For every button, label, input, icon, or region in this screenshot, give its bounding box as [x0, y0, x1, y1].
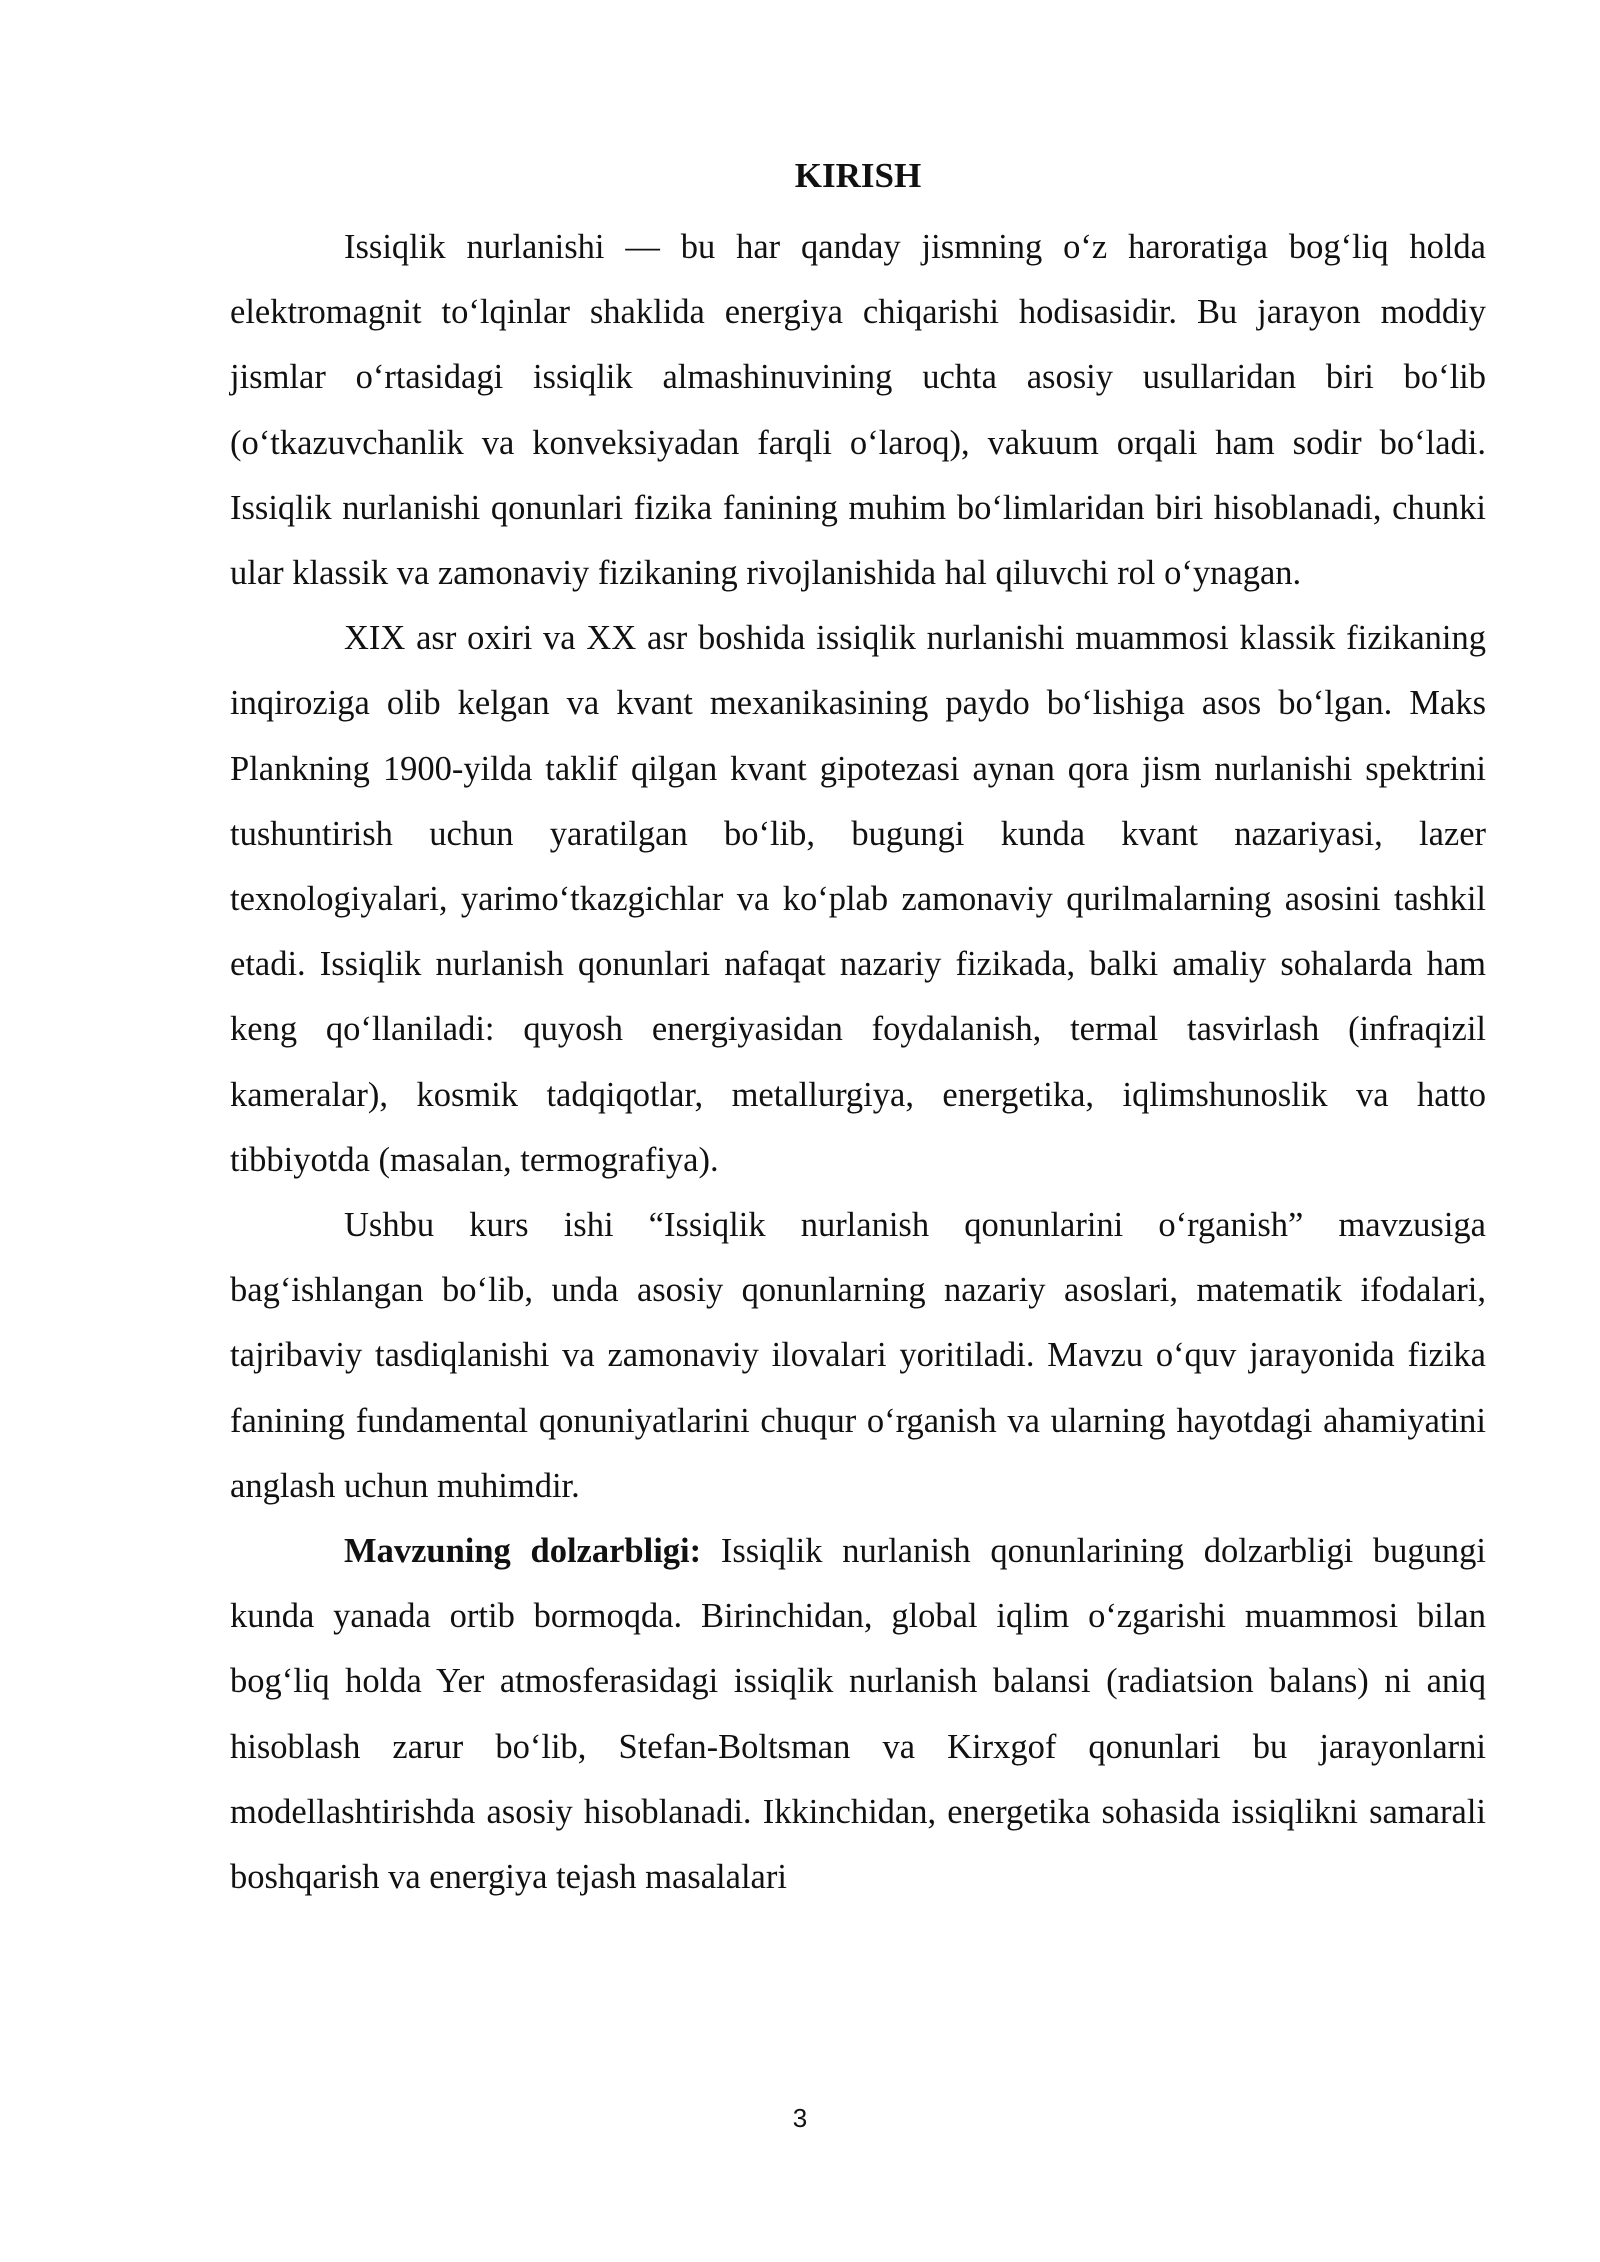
paragraph-history: [230, 606, 1486, 1193]
paragraph-text: XIX asr oxiri va XX asr boshida issiqlik nurlanishi muammosi klassik fizikaning inqiroziga olib kelgan va kvant mexanikasining paydo bo‘lishiga asos bo‘lgan. Maks Plankning 1900-yilda taklif qilgan kvant gipotezasi aynan qora jism nurlanishi spektrini tushuntirish uchun yaratilgan bo‘lib, bugungi kunda kvant nazariyasi, lazer texnologiyalari, yarimo‘tkazgichlar va ko‘plab zamonaviy qurilmalarning asosini tashkil etadi. Issiqlik nurlanish qonunlari nafaqat nazariy fizikada, balki amaliy sohalarda ham keng qo‘llaniladi: quyosh energiyasidan foydalanish, termal tasvirlash (infraqizil kameralar), kosmik tadqiqotlar, metallurgiya, energetika, iqlimshunoslik va hatto tibbiyotda (masalan, termografiya).: [230, 619, 1486, 1179]
page-number: 3: [792, 2103, 808, 2133]
paragraph-text: Ushbu kurs ishi “Issiqlik nurlanish qonunlarini o‘rganish” mavzusiga bag‘ishlangan bo‘lib, unda asosiy qonunlarning nazariy asoslari, matematik ifodalari, tajribaviy tasdiqlanishi va zamonaviy ilovalari yoritiladi. Mavzu o‘quv jarayonida fizika fanining fundamental qonuniyatlarini chuqur o‘rganish va ularning hayotdagi ahamiyatini anglash uchun muhimdir.: [230, 1206, 1486, 1505]
paragraph-relevance: [230, 1519, 1486, 1910]
relevance-lead: Mavzuning dolzarbligi:: [344, 1532, 702, 1571]
page-content: [230, 150, 1486, 1910]
paragraph-text: Issiqlik nurlanish qonunlarining dolzarbligi bugungi kunda yanada ortib bormoqda. Birinchidan, global iqlim o‘zgarishi muammosi bilan bog‘liq holda Yer atmosferasidagi issiqlik nurlanish balansi (radiatsion balans) ni aniq hisoblash zarur bo‘lib, Stefan-Boltsman va Kirxgof qonunlari bu jarayonlarni modellashtirishda asosiy hisoblanadi. Ikkinchidan, energetika sohasida issiqlikni samarali boshqarish va energiya tejash masalalari: [230, 1532, 1487, 1897]
paragraph-intro: [230, 215, 1486, 606]
paragraph-text: Issiqlik nurlanishi — bu har qanday jismning o‘z haroratiga bog‘liq holda elektromagnit to‘lqinlar shaklida energiya chiqarishi hodisasidir. Bu jarayon moddiy jismlar o‘rtasidagi issiqlik almashinuvining uchta asosiy usullaridan biri bo‘lib (o‘tkazuvchanlik va konveksiyadan farqli o‘laroq), vakuum orqali ham sodir bo‘ladi. Issiqlik nurlanishi qonunlari fizika fanining muhim bo‘limlaridan biri hisoblanadi, chunki ular klassik va zamonaviy fizikaning rivojlanishida hal qiluvchi rol o‘ynagan.: [230, 228, 1486, 593]
section-heading: KIRISH: [794, 156, 922, 195]
paragraph-course-work: [230, 1193, 1486, 1519]
